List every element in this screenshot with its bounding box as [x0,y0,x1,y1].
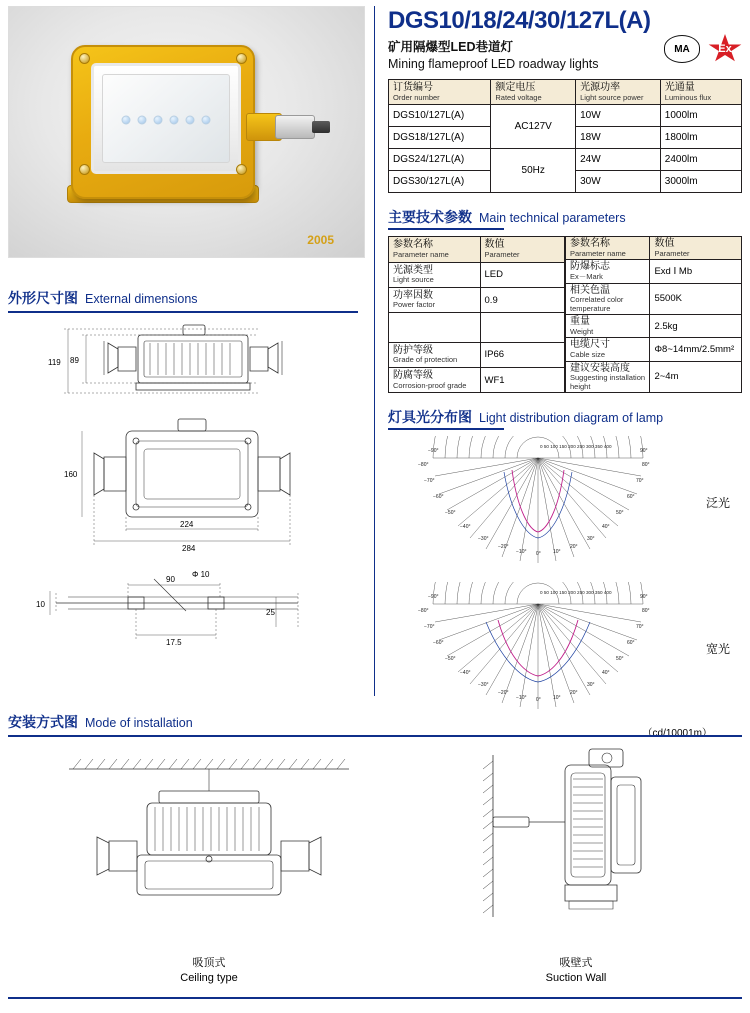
table-row [389,262,565,287]
th-parameter-value: 数值 Parameter [650,237,742,260]
svg-text:70°: 70° [636,478,644,485]
table-row [566,260,742,283]
led-dot [154,116,163,125]
svg-text:40°: 40° [602,670,610,677]
svg-text:−90°: −90° [428,594,439,601]
svg-text:−30°: −30° [478,536,489,543]
dim-label-284: 284 [182,544,196,553]
svg-text:−60°: −60° [433,494,444,501]
svg-text:0 50 100 150 200 250 300 350: 0 50 100 150 200 250 300 350 400 [540,590,612,596]
cell-order-number: DGS24/127L(A) [389,149,491,171]
cell-param-value: WF1 [480,367,564,392]
cell-flux: 1800lm [660,127,741,149]
order-table [388,79,742,193]
installation-figures [8,747,742,986]
svg-text:20°: 20° [570,544,578,551]
table-row [389,149,742,171]
led-dot [186,116,195,125]
cell-param-name: 电缆尺寸 Cable size [566,338,650,361]
svg-text:−70°: −70° [424,624,435,631]
parameters-table-right [565,236,742,393]
caption-cn: 吸壁式 [559,957,593,969]
ex-certification-icon [708,34,742,64]
column-divider [374,6,375,696]
led-dot [202,116,211,125]
table-row [389,313,565,343]
th-parameter-name: 参数名称 Parameter name [389,237,481,262]
svg-text:0°: 0° [536,551,541,558]
cell-param-value-empty [480,313,564,343]
section-external-dimensions [8,288,368,308]
svg-text:−70°: −70° [424,478,435,485]
bolt-icon [236,53,247,64]
svg-text:−80°: −80° [418,462,429,469]
led-dot [138,116,147,125]
table-row [389,342,565,367]
bolt-icon [79,164,90,175]
figure-ceiling-type [59,747,359,986]
drawing-base-view [8,553,358,663]
led-dot [170,116,179,125]
ma-certification-icon: MA [664,35,700,63]
cell-param-value: 5500K [650,283,742,315]
svg-text:−60°: −60° [433,640,444,647]
page-title: DGS10/18/24/30/127L(A) [388,7,651,34]
th-parameter-name: 参数名称 Parameter name [566,237,650,260]
subtitle-cn: 矿用隔爆型LED巷道灯 [388,40,514,55]
svg-text:50°: 50° [616,510,624,517]
section-light-distribution [388,407,742,427]
cell-param-name: 相关色温 Correlated color temperature [566,283,650,315]
section-installation [8,712,742,732]
table-header-row [389,237,565,262]
ex-label: Ex [718,43,732,55]
cell-flux: 1000lm [660,105,741,127]
svg-text:80°: 80° [642,462,650,469]
lamp-housing [71,45,255,199]
cell-param-value: 0.9 [480,287,564,312]
svg-text:−40°: −40° [460,524,471,531]
external-dimensions-section [8,288,368,663]
cell-param-name-empty [389,313,481,343]
cell-param-name: 建议安装高度 Suggesting installation height [566,361,650,393]
svg-text:−20°: −20° [498,690,509,697]
svg-text:−80°: −80° [418,608,429,615]
cell-order-number: DGS18/127L(A) [389,127,491,149]
section-title-cn: 灯具光分布图 [388,409,472,426]
section-underline [388,228,504,230]
drawing-wall-install [461,747,691,947]
section-title-cn: 主要技术参数 [388,209,472,226]
lamp-glass [102,74,230,163]
subtitle-en: Mining flameproof LED roadway lights [388,57,599,72]
section-underline [8,735,742,737]
svg-text:0°: 0° [536,697,541,704]
svg-text:70°: 70° [636,624,644,631]
section-title-cn: 安装方式图 [8,714,78,730]
cd-unit-note: （cd/10001m） [642,728,712,740]
cell-flux: 3000lm [660,171,741,193]
th-rated-voltage: 额定电压 Rated voltage [491,80,576,105]
svg-text:−50°: −50° [445,656,456,663]
table-row [566,338,742,361]
section-underline [388,428,504,430]
cell-param-value: Exd Ⅰ Mb [650,260,742,283]
lamp-illustration [61,35,301,210]
drawing-top-view [8,413,358,553]
bolt-icon [79,53,90,64]
caption-cn: 吸顶式 [192,957,226,969]
svg-text:20°: 20° [570,690,578,697]
installation-section [8,712,742,986]
figure-caption-wall [461,956,691,986]
svg-text:−20°: −20° [498,544,509,551]
cell-param-name: 光源类型 Light source [389,262,481,287]
cell-param-value: LED [480,262,564,287]
section-title-en: External dimensions [85,292,198,306]
photo-year: 2005 [307,233,334,247]
dim-label-10: 10 [36,600,45,609]
parameters-table-left [388,236,565,393]
cell-param-name: 防腐等级 Corrosion-proof grade [389,367,481,392]
svg-text:60°: 60° [627,640,635,647]
cell-frequency: 50Hz [491,149,576,193]
cell-power: 10W [576,105,661,127]
diagram2-label: 宽光 [705,642,730,657]
polar-diagram-1 [388,436,742,576]
parameters-tables [388,236,742,393]
svg-text:−40°: −40° [460,670,471,677]
cell-param-name: 防爆标志 Ex－Mark [566,260,650,283]
th-light-source-power: 光源功率 Light source power [576,80,661,105]
dim-label-160: 160 [64,470,78,479]
caption-en: Ceiling type [180,971,238,984]
svg-text:−50°: −50° [445,510,456,517]
polar-diagram-2 [388,582,742,722]
svg-text:30°: 30° [587,536,595,543]
section-title-en: Mode of installation [85,716,193,730]
table-header-row [566,237,742,260]
drawing-ceiling-install [59,747,359,947]
table-row [566,361,742,393]
cell-param-value: IP66 [480,342,564,367]
dim-label-hole: Φ 10 [192,570,210,579]
svg-text:10°: 10° [553,549,561,556]
cell-param-value: 2~4m [650,361,742,393]
svg-text:0 50 100 150 200 250 300 350: 0 50 100 150 200 250 300 350 400 [540,444,612,450]
figure-caption-ceiling [59,956,359,986]
section-title-en: Light distribution diagram of lamp [479,411,664,426]
cell-param-value: Φ8~14mm/2.5mm² [650,338,742,361]
cell-order-number: DGS30/127L(A) [389,171,491,193]
cell-flux: 2400lm [660,149,741,171]
svg-text:90°: 90° [640,448,648,455]
right-column [388,8,742,739]
led-dot [122,116,131,125]
th-luminous-flux: 光通量 Luminous flux [660,80,741,105]
svg-text:−90°: −90° [428,448,439,455]
dim-label-89: 89 [70,356,79,365]
dim-label-224: 224 [180,520,194,529]
table-row [389,367,565,392]
caption-en: Suction Wall [545,971,607,984]
certification-badges [664,34,742,64]
svg-text:60°: 60° [627,494,635,501]
section-main-parameters [388,207,742,227]
dim-label-17-5: 17.5 [166,638,182,647]
cell-param-value: 2.5kg [650,315,742,338]
bolt-icon [236,164,247,175]
cell-param-name: 重量 Weight [566,315,650,338]
svg-text:30°: 30° [587,682,595,689]
figure-wall-type [461,747,691,986]
cell-power: 24W [576,149,661,171]
cell-param-name: 防护等级 Grade of protection [389,342,481,367]
table-row [389,287,565,312]
drawing-side-view [8,313,358,413]
table-row [389,105,742,127]
cell-rated-voltage: AC127V [491,105,576,149]
th-order-number: 订货编号 Order number [389,80,491,105]
svg-text:80°: 80° [642,608,650,615]
polar-plot-flood [388,436,688,576]
table-row [566,283,742,315]
cable-gland [275,115,315,139]
svg-text:40°: 40° [602,524,610,531]
table-row [566,315,742,338]
polar-plot-wide [388,582,688,722]
product-photo [8,6,365,258]
cell-order-number: DGS10/127L(A) [389,105,491,127]
cell-power: 30W [576,171,661,193]
svg-text:90°: 90° [640,594,648,601]
svg-text:50°: 50° [616,656,624,663]
section-title-cn: 外形尺寸图 [8,290,78,306]
svg-text:−10°: −10° [516,695,527,702]
table-header-row [389,80,742,105]
svg-text:−10°: −10° [516,549,527,556]
cell-param-name: 功率因数 Power factor [389,287,481,312]
cell-power: 18W [576,127,661,149]
dim-label-25: 25 [266,608,275,617]
th-parameter-value: 数值 Parameter [480,237,564,262]
dim-label-90: 90 [166,575,175,584]
diagram1-label: 泛光 [705,496,730,511]
svg-text:10°: 10° [553,695,561,702]
footer-rule [8,997,742,999]
svg-text:−30°: −30° [478,682,489,689]
led-array [122,116,211,125]
dim-label-119: 119 [48,358,61,367]
lamp-frame [91,63,241,174]
section-title-en: Main technical parameters [479,211,626,226]
